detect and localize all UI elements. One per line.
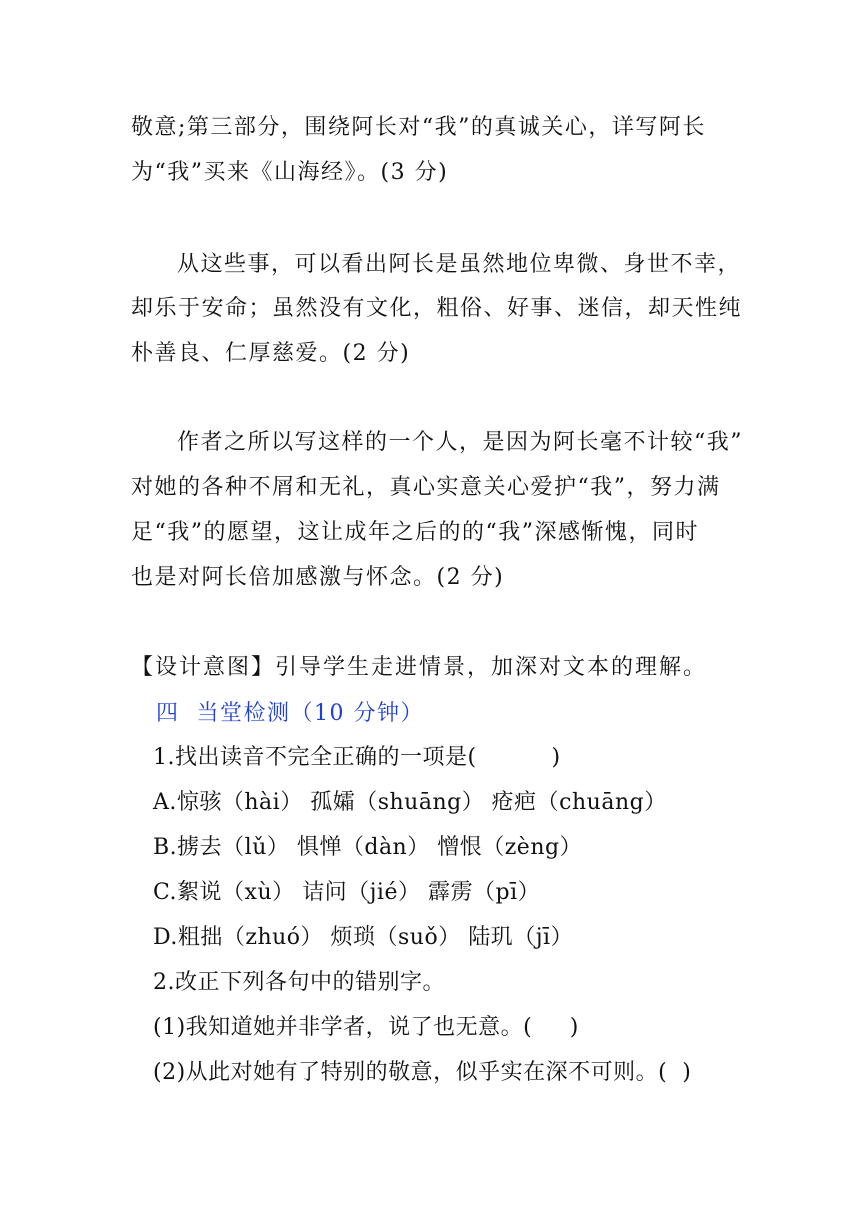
q1-option-a: A.惊骇（hài） 孤孀（shuāng） 疮疤（chuāng） xyxy=(153,790,667,815)
design-intent: 【设计意图】引导学生走进情景，加深对文本的理解。 xyxy=(131,655,708,680)
para2-line1: 从这些事，可以看出阿长是虽然地位卑微、身世不幸， xyxy=(177,252,742,277)
para2-line3: 朴善良、仁厚慈爱。(2 分) xyxy=(131,341,411,366)
para3-line1: 作者之所以写这样的一个人，是因为阿长毫不计较“我” xyxy=(177,430,743,455)
para2-line2: 却乐于安命；虽然没有文化，粗俗、好事、迷信，却天性纯 xyxy=(131,296,743,321)
para3-line4: 也是对阿长倍加感激与怀念。(2 分) xyxy=(131,565,505,590)
q1-option-c: C.絮说（xù） 诘问（jié） 霹雳（pī） xyxy=(153,880,541,905)
q1-prompt: 1.找出读音不完全正确的一项是( ) xyxy=(153,745,561,770)
para3-line2: 对她的各种不屑和无礼，真心实意关心爱护“我”，努力满 xyxy=(131,475,721,500)
q2-sentence-2: (2)从此对她有了特别的敬意，似乎实在深不可则。( ) xyxy=(153,1060,692,1085)
q2-prompt: 2.改正下列各句中的错别字。 xyxy=(153,970,445,995)
q2-sentence-1: (1)我知道她并非学者，说了也无意。( ) xyxy=(153,1015,579,1040)
para1-line1: 敬意;第三部分，围绕阿长对“我”的真诚关心，详写阿长 xyxy=(131,115,706,140)
para1-line2: 为“我”买来《山海经》。(3 分) xyxy=(131,160,449,185)
q1-option-b: B.掳去（lǔ） 惧惮（dàn） 憎恨（zèng） xyxy=(153,835,583,860)
q1-option-d: D.粗拙（zhuó） 烦琐（suǒ） 陆玑（jī） xyxy=(153,925,574,950)
section-heading: 四 当堂检测（10 分钟） xyxy=(156,701,424,726)
para3-line3: 足“我”的愿望，这让成年之后的的“我”深感惭愧，同时 xyxy=(131,520,699,545)
